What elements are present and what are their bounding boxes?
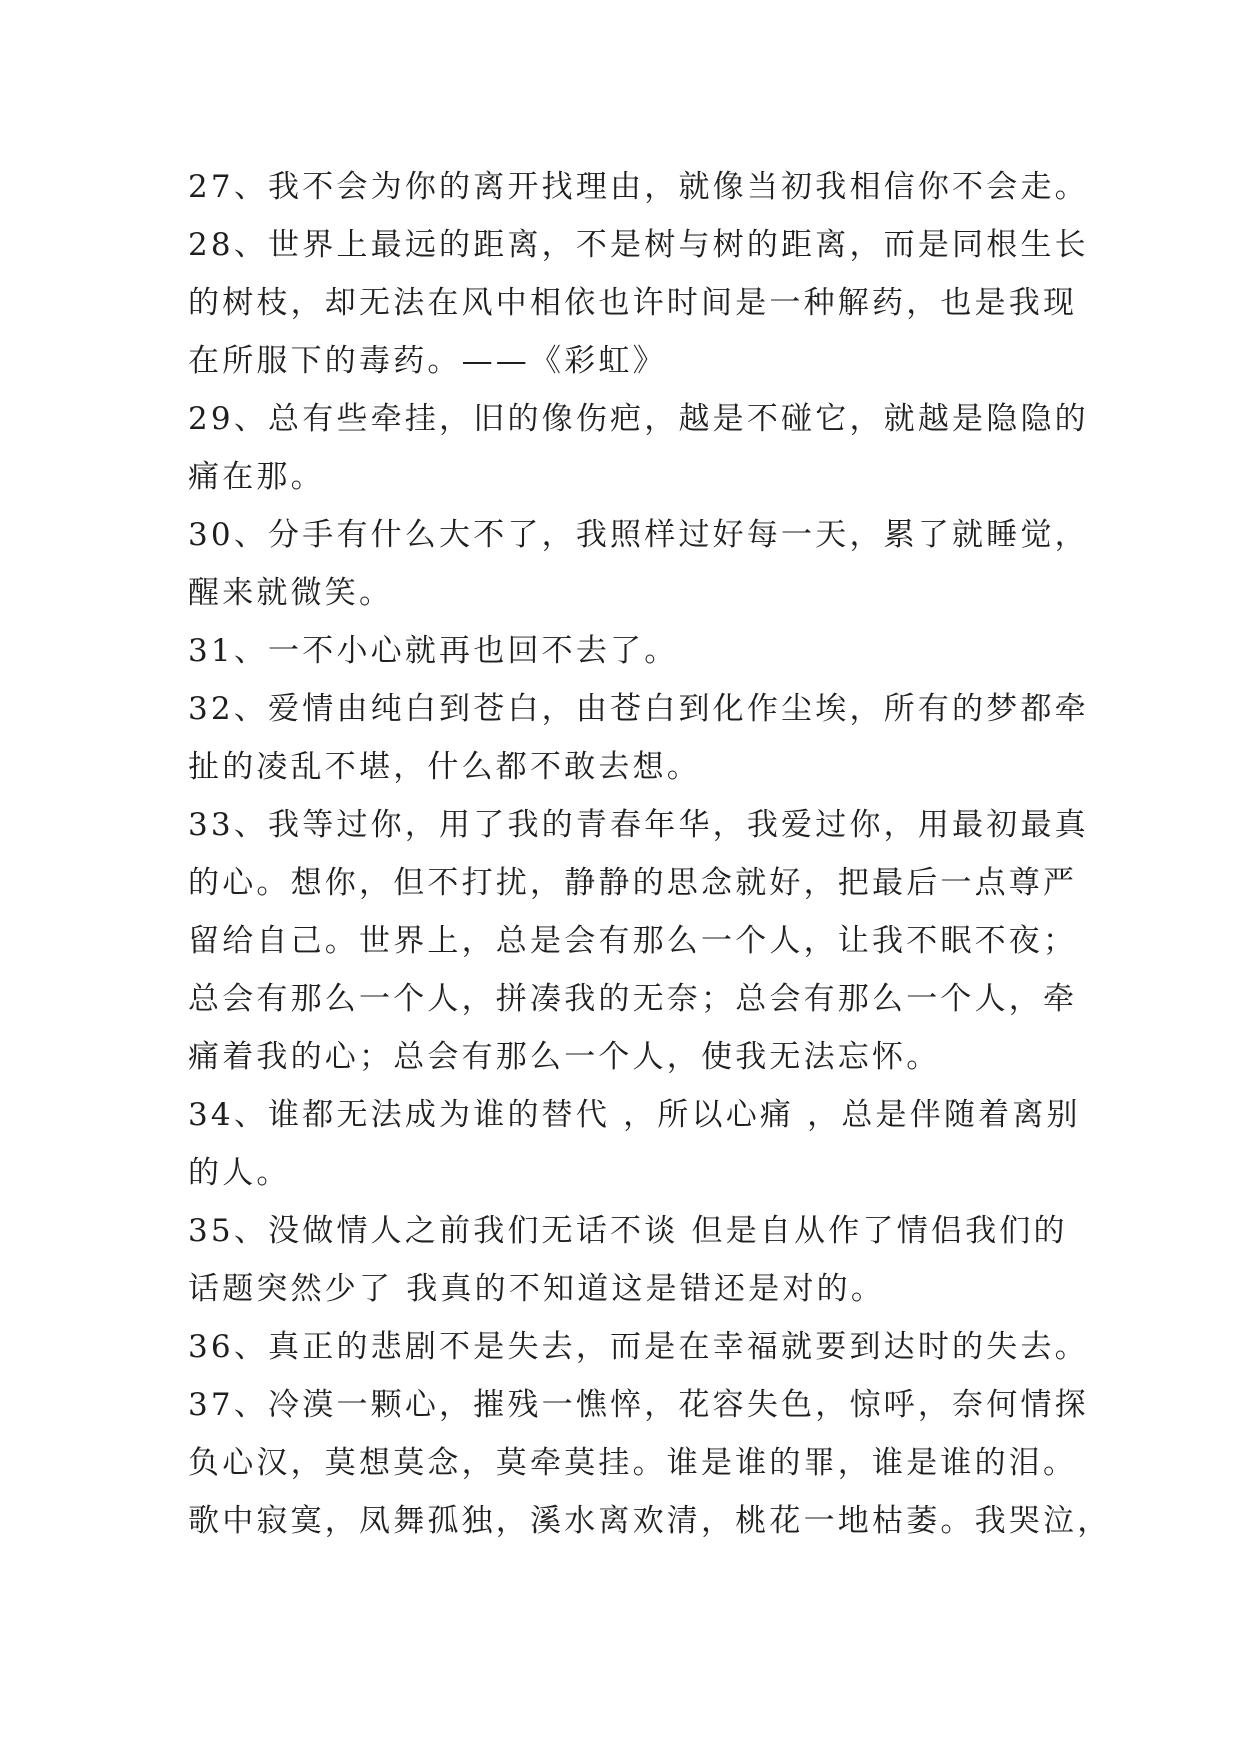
text-line: 29、总有些牵挂，旧的像伤疤，越是不碰它，就越是隐隐的 (188, 401, 1089, 437)
text-line: 37、冷漠一颗心，摧残一憔悴，花容失色，惊呼，奈何情探 (188, 1387, 1089, 1423)
text-line: 31、一不小心就再也回不去了。 (188, 633, 679, 669)
text-line: 在所服下的毒药。——《彩虹》 (188, 343, 667, 379)
text-line: 34、谁都无法成为谁的替代 ，所以心痛 ，总是伴随着离别 (188, 1097, 1081, 1133)
text-line: 36、真正的悲剧不是失去，而是在幸福就要到达时的失去。 (188, 1329, 1089, 1365)
text-line: 负心汉，莫想莫念，莫牵莫挂。谁是谁的罪，谁是谁的泪。 (188, 1445, 1078, 1481)
text-line: 痛着我的心；总会有那么一个人，使我无法忘怀。 (188, 1039, 941, 1075)
text-line: 32、爱情由纯白到苍白，由苍白到化作尘埃，所有的梦都牵 (188, 691, 1089, 727)
text-line: 27、我不会为你的离开找理由，就像当初我相信你不会走。 (188, 169, 1089, 205)
text-line: 话题突然少了 我真的不知道这是错还是对的。 (188, 1271, 886, 1307)
text-line: 的心。想你，但不打扰，静静的思念就好，把最后一点尊严 (188, 865, 1078, 901)
text-line: 28、世界上最远的距离，不是树与树的距离，而是同根生长 (188, 227, 1089, 263)
text-line: 35、没做情人之前我们无话不谈 但是自从作了情侣我们的 (188, 1213, 1068, 1249)
text-line: 扯的凌乱不堪，什么都不敢去想。 (188, 749, 701, 785)
text-line: 30、分手有什么大不了，我照样过好每一天，累了就睡觉， (188, 517, 1089, 553)
text-line: 歌中寂寞，凤舞孤独，溪水离欢清，桃花一地枯萎。我哭泣， (188, 1503, 1112, 1539)
text-line: 总会有那么一个人，拼凑我的无奈；总会有那么一个人，牵 (188, 981, 1078, 1017)
text-line: 的人。 (188, 1155, 291, 1191)
text-line: 的树枝，却无法在风中相依也许时间是一种解药，也是我现 (188, 285, 1078, 321)
body-text (188, 158, 1112, 1550)
text-line: 痛在那。 (188, 459, 325, 495)
text-line: 醒来就微笑。 (188, 575, 394, 611)
text-line: 留给自己。世界上，总是会有那么一个人，让我不眠不夜； (188, 923, 1078, 959)
text-line: 33、我等过你，用了我的青春年华，我爱过你，用最初最真 (188, 807, 1089, 843)
